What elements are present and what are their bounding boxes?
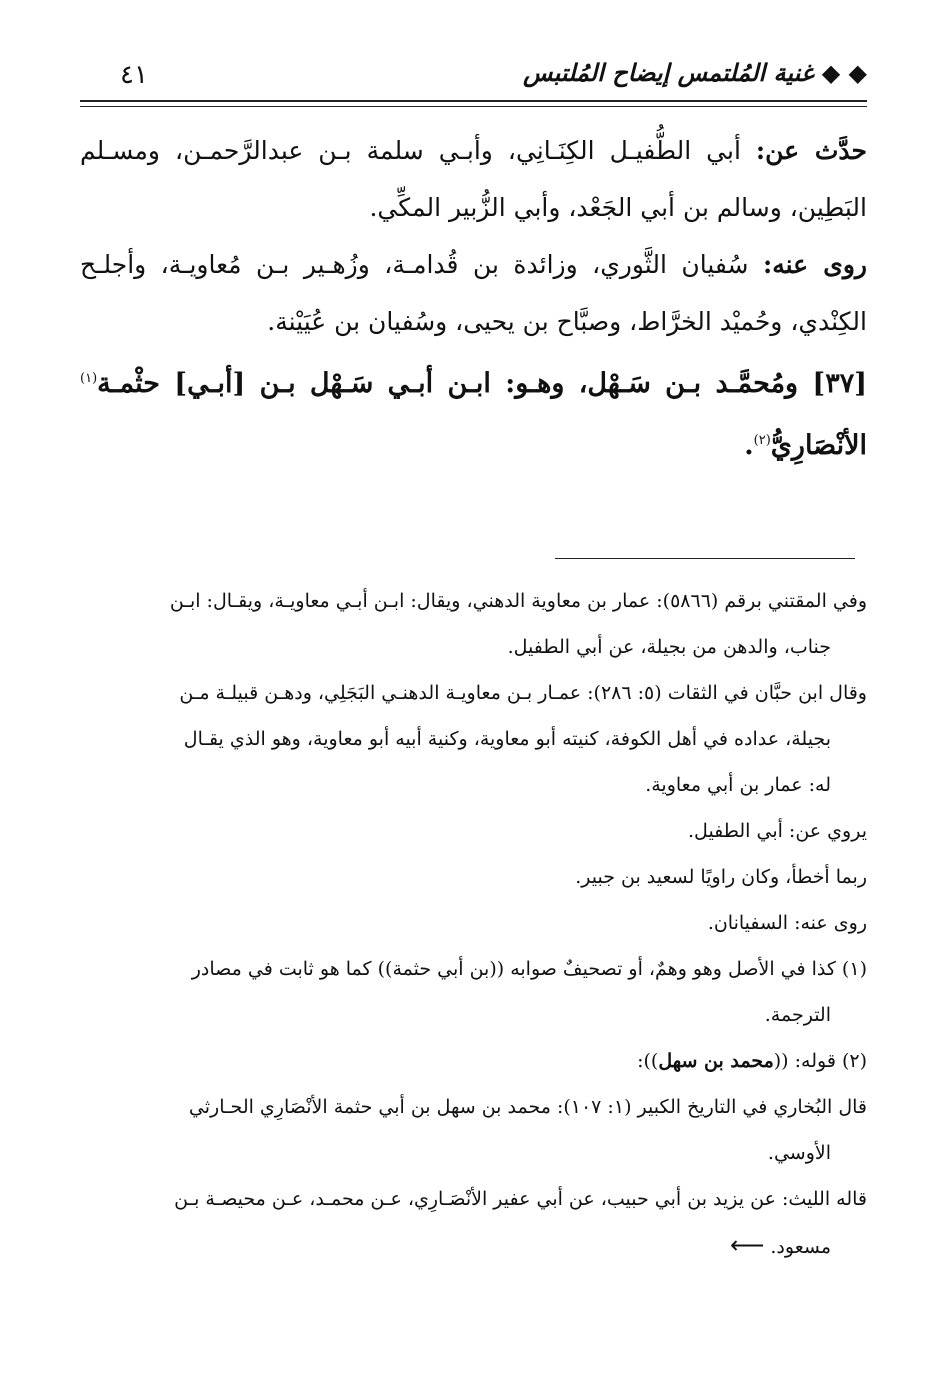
header-rule-thin: [80, 106, 867, 107]
footnote-last-text: مسعود.: [770, 1236, 831, 1258]
footnote-2-bold: محمد بن سهل: [658, 1050, 774, 1072]
footnote-1: (١) كذا في الأصل وهو وهمٌ، أو تصحيفٌ صوابه ((بن أبي حثمة)) كما هو ثابت في مصادر: [191, 958, 867, 980]
footnote-line: ربما أخطأ، وكان راويًا لسعيد بن جبير.: [575, 866, 867, 888]
footnote-line: قال البُخاري في التاريخ الكبير (١: ١٠٧): محمد بن سهل بن أبي حثمة الأنْصَارِي الحـارثي: [188, 1096, 867, 1118]
continue-arrow-icon: ⟵: [729, 1231, 765, 1259]
footnote-1-cont: الترجمة.: [764, 1004, 831, 1026]
footnote-last-line: [80, 1222, 867, 1270]
footnote-2-suffix: )):: [637, 1050, 659, 1072]
narrated-from-paragraph: [80, 122, 867, 236]
footnote-separator: [555, 558, 855, 559]
footnote-2-prefix: (٢) قوله: ((: [773, 1050, 867, 1072]
footnote-line: وفي المقتني برقم (٥٨٦٦): عمار بن معاوية الدهني، ويقال: ابـن أبـي معاويـة، ويقـال: ابـن: [169, 590, 867, 612]
header-rule: [80, 100, 867, 102]
page-number: ٤١: [120, 60, 148, 90]
footnote-ref-2: (٢): [753, 433, 771, 448]
footnote-line: يروي عن: أبي الطفيل.: [688, 820, 867, 842]
footnote-line: بجيلة، عداده في أهل الكوفة، كنيته أبو معاوية، وكنية أبيه أبو معاوية، وهو الذي يقـال: [183, 728, 831, 750]
footnote-line: له: عمار بن أبي معاوية.: [645, 774, 831, 796]
footnotes: [80, 578, 867, 1270]
footnote-2: [80, 1038, 867, 1084]
narrated-by-label: روى عنه:: [762, 250, 868, 279]
entry-heading-text: [٣٧] ومُحمَّـد بـن سَـهْل، وهـو: ابـن أبـي سَـهْل بـن [أبـي] حثْمـة: [97, 368, 867, 399]
footnote-line: الأوسي.: [767, 1142, 831, 1164]
narrated-by-paragraph: [80, 236, 867, 350]
main-text: [80, 122, 867, 474]
narrated-from-text: أبي الطُّفيـل الكِنَـانِي، وأبـي سلمة بـن عبدالرَّحمـن، ومسـلم البَطِين، وسالم بن أبي الجَعْد، وأبي الزُّبير المكِّي.: [80, 136, 867, 222]
footnote-line: روى عنه: السفيانان.: [707, 912, 867, 934]
entry-heading: [80, 350, 867, 474]
page-header: [80, 58, 867, 98]
narrated-by-text: سُفيان الثَّوري، وزائدة بن قُدامـة، وزُهـير بـن مُعاويـة، وأجلـح الكِنْدي، وحُميْد الخرَّاط، وصبَّاح بن يحيى، وسُفيان بن عُيَيْنة.: [80, 250, 867, 336]
footnote-ref-1: (١): [80, 371, 98, 386]
entry-heading-nisba: الأنْصَارِيُّ: [770, 430, 867, 461]
footnote-line: جناب، والدهن من بجيلة، عن أبي الطفيل.: [507, 636, 831, 658]
entry-heading-end: .: [744, 430, 754, 461]
footnote-line: قاله الليث: عن يزيد بن أبي حبيب، عن أبي عفير الأنْصَـارِي، عـن محمـد، عـن محيصـة بـن: [174, 1188, 867, 1210]
running-title: ◆ ◆ غنية المُلتمس إيضاح المُلتبس: [523, 58, 867, 87]
footnote-line: وقال ابن حبَّان في الثقات (٥: ٢٨٦): عمـار بـن معاويـة الدهنـي البَجَلِي، ودهـن قبيلـة مـن: [179, 682, 867, 704]
narrated-from-label: حدَّث عن:: [755, 136, 867, 165]
